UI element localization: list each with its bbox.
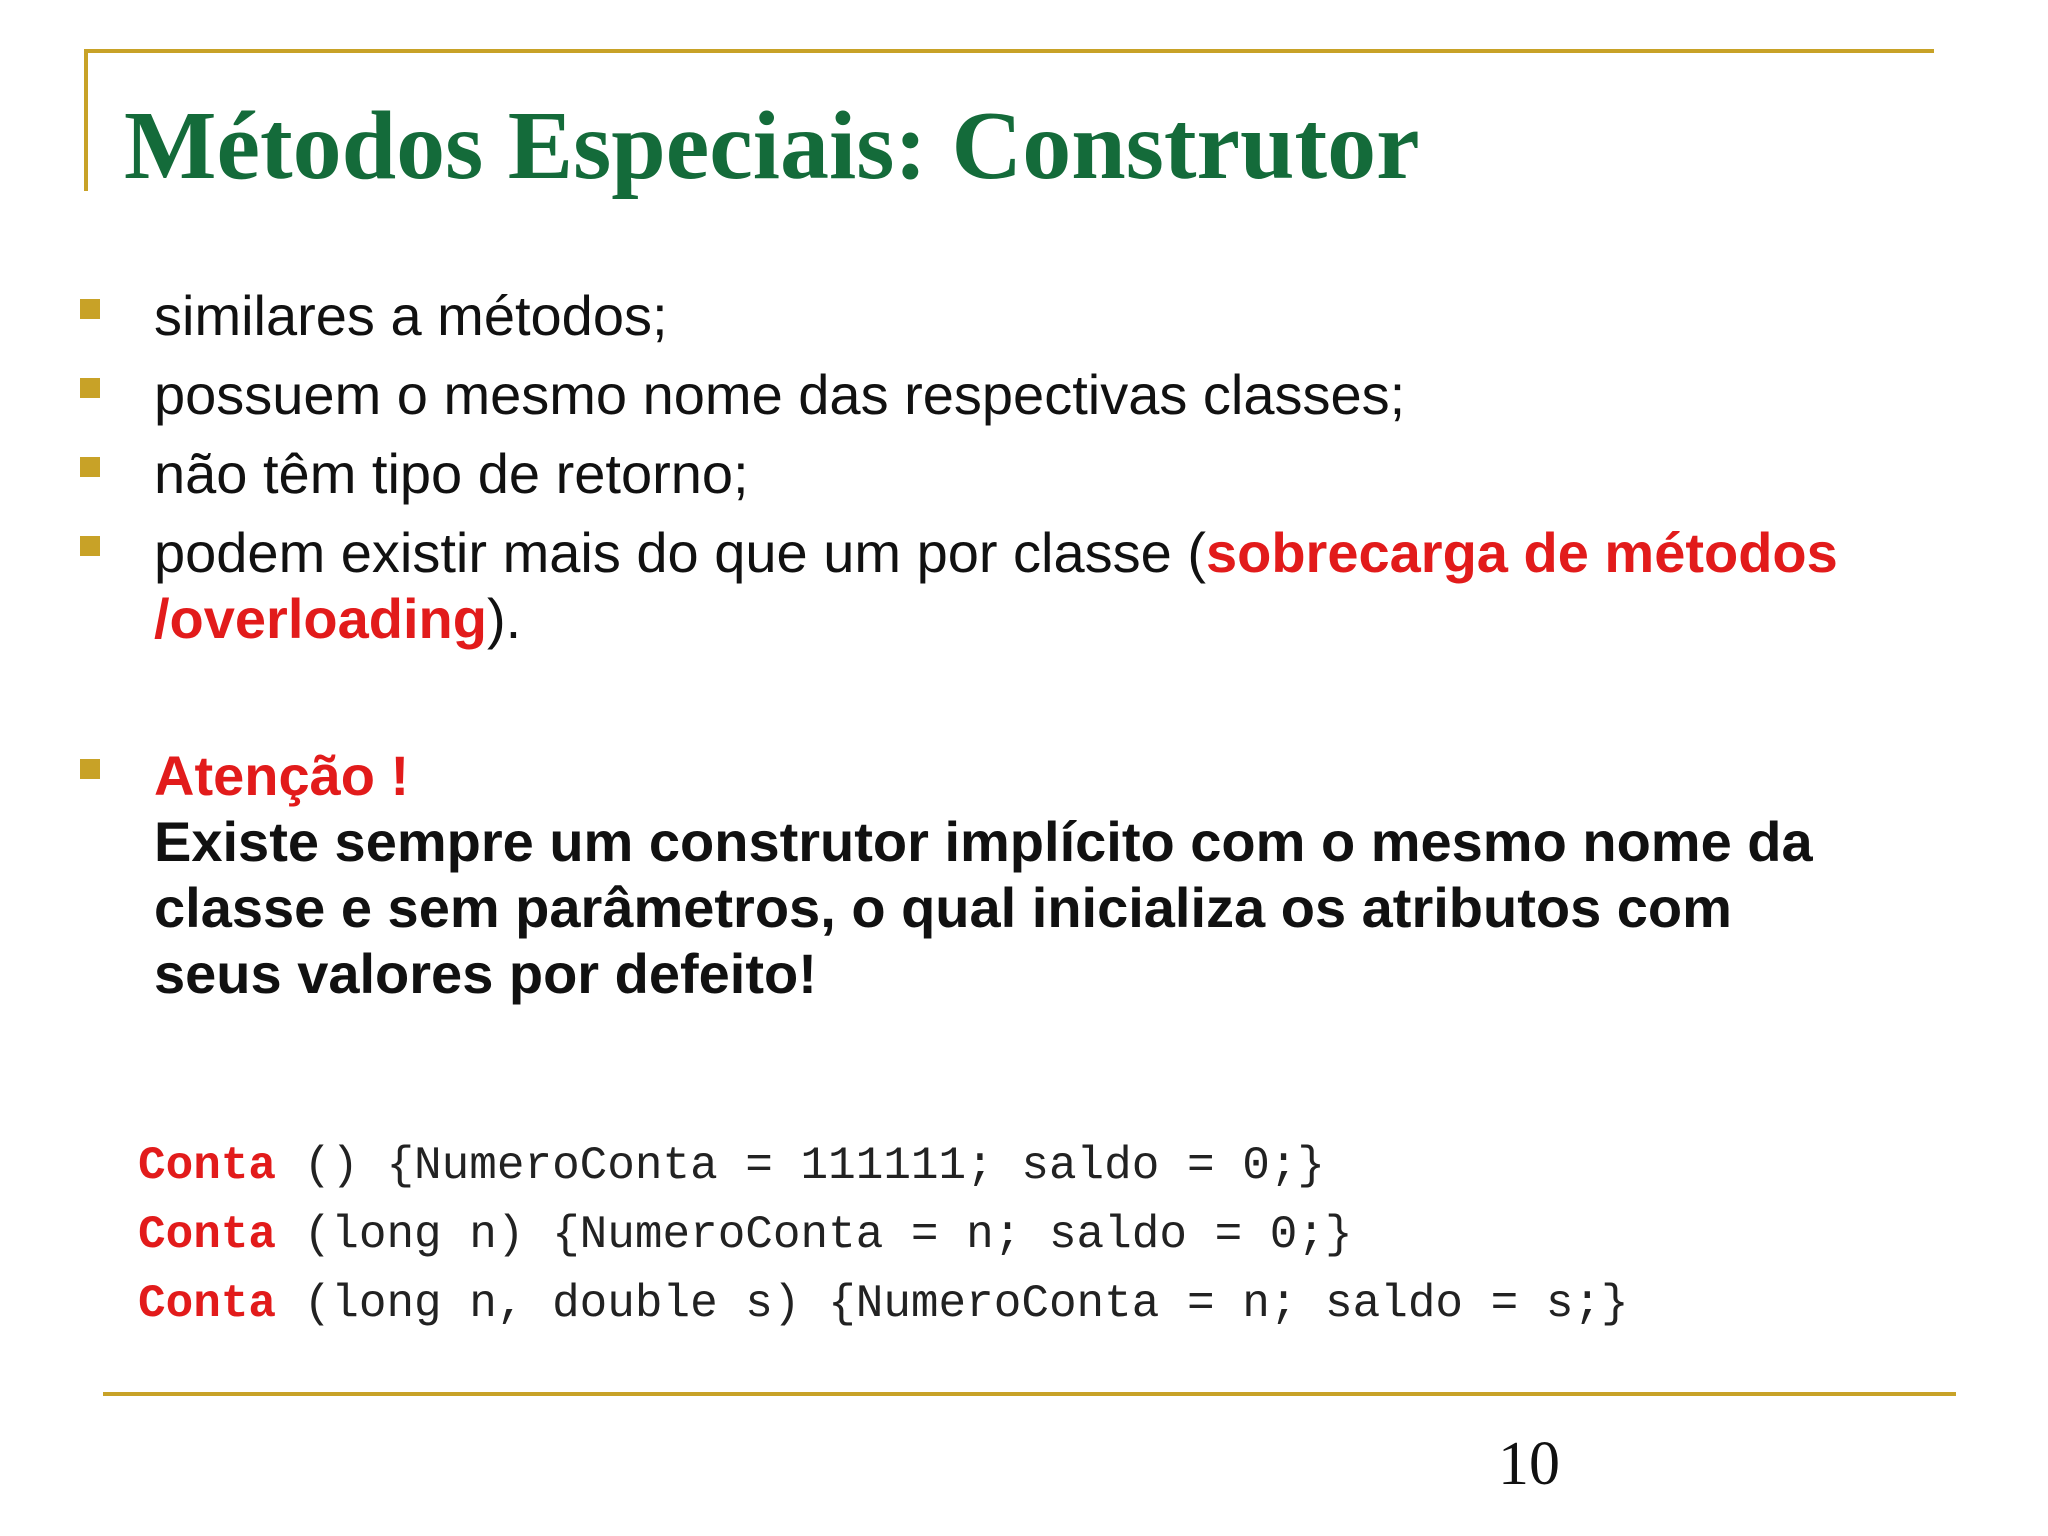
attention-line: seus valores por defeito!: [154, 942, 817, 1005]
code-block: [138, 1132, 1629, 1339]
code-line: [138, 1201, 1629, 1270]
bullet-square-icon: [80, 759, 100, 779]
bullet-square-icon: [80, 457, 100, 477]
attention-line: classe e sem parâmetros, o qual inicializa os atributos com: [154, 876, 1732, 939]
bullet-text-overloading: [154, 520, 1994, 652]
code-rest: (long n) {NumeroConta = n; saldo = 0;}: [276, 1209, 1353, 1261]
left-rule: [84, 49, 88, 191]
bullet-text: similares a métodos;: [154, 284, 668, 347]
bullet-text: não têm tipo de retorno;: [154, 442, 749, 505]
bullet-square-icon: [80, 299, 100, 319]
code-keyword: Conta: [138, 1278, 277, 1330]
code-keyword: Conta: [138, 1209, 277, 1261]
bullet-prefix: podem existir mais do que um por classe (: [154, 521, 1206, 584]
top-rule: [84, 49, 1934, 53]
overloading-highlight-2: /overloading: [154, 587, 487, 650]
attention-heading: Atenção !: [154, 744, 410, 807]
code-line: [138, 1270, 1629, 1339]
bullet-square-icon: [80, 536, 100, 556]
bullet-suffix: ).: [486, 587, 522, 650]
code-rest: () {NumeroConta = 111111; saldo = 0;}: [276, 1140, 1326, 1192]
bullet-text: possuem o mesmo nome das respectivas classes;: [154, 363, 1406, 426]
code-line: [138, 1132, 1629, 1201]
attention-block: [154, 743, 1994, 1007]
attention-line: Existe sempre um construtor implícito com o mesmo nome da: [154, 810, 1813, 873]
slide-title: Métodos Especiais: Construtor: [124, 92, 1420, 200]
page-number: 10: [1498, 1430, 1560, 1498]
overloading-highlight: sobrecarga de métodos: [1206, 521, 1838, 584]
code-keyword: Conta: [138, 1140, 277, 1192]
bullet-square-icon: [80, 378, 100, 398]
bottom-rule: [103, 1392, 1956, 1396]
code-rest: (long n, double s) {NumeroConta = n; saldo = s;}: [276, 1278, 1629, 1330]
